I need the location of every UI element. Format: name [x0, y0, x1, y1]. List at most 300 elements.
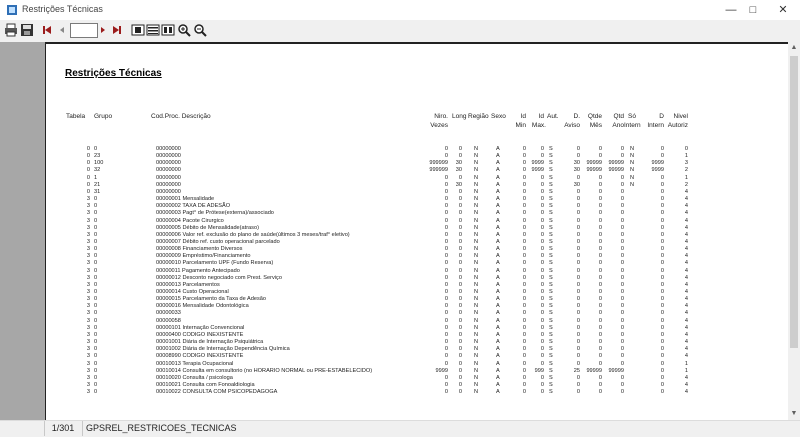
cell-idmax: 0	[540, 317, 544, 324]
cell-nivel: 2	[684, 167, 688, 174]
cell-idmax: 0	[540, 196, 544, 203]
cell-qtdemes: 0	[598, 217, 602, 224]
cell-qtdemes: 0	[598, 310, 602, 317]
cell-dintern: 0	[660, 181, 664, 188]
cell-idmin: 0	[522, 331, 526, 338]
cell-sexo: A	[496, 381, 500, 388]
cell-regiao: N	[474, 160, 479, 167]
cell-qtdano: 0	[620, 181, 624, 188]
cell-codproc: 00000400 CODIGO INEXISTENTE	[156, 331, 244, 338]
cell-sexo: A	[496, 224, 500, 231]
cell-aut: S	[549, 246, 553, 253]
cell-tabela: 3	[86, 203, 90, 210]
cell-grupo: 1	[94, 174, 98, 181]
cell-nivel: 4	[684, 210, 688, 217]
cell-idmin: 0	[522, 339, 526, 346]
header-idmin-bottom: Min	[515, 122, 526, 129]
cell-tabela: 3	[86, 253, 90, 260]
cell-aviso: 0	[576, 360, 580, 367]
cell-vezes: 9999	[435, 367, 448, 374]
cell-sexo: A	[496, 267, 500, 274]
cell-grupo: 0	[94, 346, 98, 353]
cell-tabela: 3	[86, 331, 90, 338]
cell-qtdemes: 0	[598, 196, 602, 203]
cell-long: 30	[455, 181, 462, 188]
header-idmin-top: Id	[520, 113, 526, 120]
cell-long: 0	[458, 317, 462, 324]
cell-qtdano: 0	[620, 246, 624, 253]
table-row	[46, 239, 789, 246]
cell-vezes: 999999	[429, 160, 448, 167]
cell-grupo: 0	[94, 217, 98, 224]
cell-tabela: 3	[86, 274, 90, 281]
report-page	[45, 42, 789, 422]
cell-aviso: 0	[576, 217, 580, 224]
cell-tabela: 3	[86, 238, 90, 245]
cell-qtdano: 99999	[608, 167, 624, 174]
cell-vezes: 0	[444, 153, 448, 160]
cell-regiao: N	[474, 260, 479, 267]
cell-idmax: 0	[540, 153, 544, 160]
scroll-thumb[interactable]	[790, 56, 798, 348]
cell-regiao: N	[474, 296, 479, 303]
cell-qtdano: 0	[620, 267, 624, 274]
maximize-button[interactable]: □	[749, 4, 757, 16]
cell-dintern: 0	[660, 253, 664, 260]
cell-tabela: 3	[86, 389, 90, 396]
cell-aviso: 0	[576, 267, 580, 274]
cell-aviso: 0	[576, 303, 580, 310]
cell-grupo: 0	[94, 374, 98, 381]
single-page-icon[interactable]	[131, 23, 145, 37]
cell-sointern: N	[630, 167, 635, 174]
cell-codproc: 00000004 Pacote Cirurgico	[156, 217, 224, 224]
cell-nivel: 4	[684, 246, 688, 253]
cell-dintern: 0	[660, 381, 664, 388]
cell-grupo: 0	[94, 146, 98, 152]
header-idmax-bottom: Max.	[531, 122, 546, 129]
header-dintern-bottom: Intern	[647, 122, 664, 129]
cell-aviso: 0	[576, 231, 580, 238]
cell-tabela: 0	[86, 181, 90, 188]
cell-qtdano: 0	[620, 381, 624, 388]
cell-dintern: 0	[660, 188, 664, 195]
cell-sexo: A	[496, 260, 500, 267]
header-idmax-top: Id	[538, 113, 544, 120]
cell-long: 0	[458, 381, 462, 388]
multi-page-icon[interactable]	[146, 23, 160, 37]
cell-vezes: 0	[444, 303, 448, 310]
cell-sointern: N	[630, 181, 635, 188]
cell-aut: S	[549, 203, 553, 210]
report-title: Restrições Técnicas	[65, 68, 162, 79]
cell-codproc: 00000000	[156, 174, 181, 181]
table-row	[46, 225, 789, 232]
cell-grupo: 0	[94, 367, 98, 374]
cell-idmax: 0	[540, 346, 544, 353]
cell-idmin: 0	[522, 196, 526, 203]
cell-idmin: 0	[522, 381, 526, 388]
cell-grupo: 0	[94, 246, 98, 253]
table-row	[46, 346, 789, 353]
header-niro: Niro.	[434, 113, 448, 120]
cell-codproc: 00010013 Terapia Ocupacional	[156, 360, 234, 367]
table-row	[46, 318, 789, 325]
table-row	[46, 189, 789, 196]
scroll-up-icon[interactable]: ▲	[790, 44, 798, 51]
cell-codproc: 00000000	[156, 153, 181, 160]
cell-regiao: N	[474, 310, 479, 317]
cell-grupo: 0	[94, 339, 98, 346]
window-title: Restrições Técnicas	[22, 4, 103, 14]
cell-sexo: A	[496, 203, 500, 210]
cell-long: 0	[458, 310, 462, 317]
cell-idmin: 0	[522, 310, 526, 317]
cell-long: 0	[458, 188, 462, 195]
cell-sexo: A	[496, 146, 500, 152]
cell-vezes: 0	[444, 210, 448, 217]
cell-aut: S	[549, 153, 553, 160]
cell-grupo: 0	[94, 267, 98, 274]
cell-qtdemes: 0	[598, 331, 602, 338]
cell-vezes: 0	[444, 188, 448, 195]
cell-long: 0	[458, 389, 462, 396]
header-sointern-bottom: Intern	[624, 122, 641, 129]
cell-long: 0	[458, 303, 462, 310]
cell-qtdemes: 0	[598, 203, 602, 210]
cell-codproc: 00000001 Mensalidade	[156, 196, 215, 203]
cell-aviso: 0	[576, 274, 580, 281]
table-row	[46, 361, 789, 368]
cell-tabela: 3	[86, 339, 90, 346]
table-row	[46, 325, 789, 332]
cell-dintern: 0	[660, 238, 664, 245]
cell-idmin: 0	[522, 146, 526, 152]
cell-long: 0	[458, 224, 462, 231]
cell-codproc: 00010014 Consulta em consultorio (no HORARIO NORMAL ou PRE-ESTABELECIDO)	[156, 367, 373, 374]
cell-vezes: 0	[444, 196, 448, 203]
cell-grupo: 0	[94, 281, 98, 288]
cell-idmin: 0	[522, 153, 526, 160]
status-blank	[0, 421, 45, 436]
save-icon[interactable]	[20, 23, 34, 37]
cell-aviso: 0	[576, 339, 580, 346]
cell-nivel: 4	[684, 346, 688, 353]
table-row	[46, 182, 789, 189]
cell-vezes: 0	[444, 389, 448, 396]
cell-qtdano: 0	[620, 174, 624, 181]
previous-page-icon[interactable]	[55, 23, 69, 37]
cell-sexo: A	[496, 153, 500, 160]
cell-idmax: 0	[540, 231, 544, 238]
cell-codproc: 00000009 Empréstimo/Financiamento	[156, 253, 251, 260]
header-sointern-top: Só	[628, 113, 636, 120]
cell-codproc: 00001002 Diária de Internação Dependência Química	[156, 346, 290, 353]
cell-qtdano: 0	[620, 203, 624, 210]
cell-qtdano: 0	[620, 374, 624, 381]
cell-aut: S	[549, 210, 553, 217]
cell-aviso: 0	[576, 203, 580, 210]
status-page: 1/301	[44, 421, 83, 436]
cell-idmax: 0	[540, 181, 544, 188]
cell-tabela: 3	[86, 317, 90, 324]
cell-tabela: 3	[86, 246, 90, 253]
cell-long: 0	[458, 331, 462, 338]
cell-aviso: 0	[576, 374, 580, 381]
cell-tabela: 3	[86, 303, 90, 310]
table-row	[46, 353, 789, 360]
cell-regiao: N	[474, 381, 479, 388]
cell-qtdemes: 0	[598, 231, 602, 238]
cell-aviso: 0	[576, 246, 580, 253]
cell-aut: S	[549, 346, 553, 353]
cell-long: 0	[458, 267, 462, 274]
cell-qtdano: 0	[620, 253, 624, 260]
table-row	[46, 218, 789, 225]
cell-dintern: 0	[660, 324, 664, 331]
cell-qtdano: 0	[620, 339, 624, 346]
cell-idmax: 0	[540, 331, 544, 338]
table-row	[46, 175, 789, 182]
cell-regiao: N	[474, 274, 479, 281]
cell-idmin: 0	[522, 167, 526, 174]
print-icon[interactable]	[4, 23, 18, 37]
cell-tabela: 3	[86, 296, 90, 303]
cell-aut: S	[549, 160, 553, 167]
cell-tabela: 3	[86, 267, 90, 274]
cell-dintern: 0	[660, 217, 664, 224]
scroll-down-icon[interactable]: ▼	[790, 410, 798, 417]
cell-grupo: 0	[94, 224, 98, 231]
cell-nivel: 4	[684, 231, 688, 238]
table-row	[46, 196, 789, 203]
cell-idmax: 0	[540, 281, 544, 288]
page-number-input[interactable]	[70, 23, 98, 38]
cell-nivel: 3	[684, 160, 688, 167]
cell-regiao: N	[474, 167, 479, 174]
cell-grupo: 0	[94, 310, 98, 317]
cell-long: 30	[455, 160, 462, 167]
header-long: Long	[452, 113, 467, 120]
cell-nivel: 1	[684, 153, 688, 160]
cell-aviso: 0	[576, 353, 580, 360]
cell-nivel: 1	[684, 174, 688, 181]
cell-aut: S	[549, 238, 553, 245]
table-row	[46, 368, 789, 375]
cell-tabela: 3	[86, 210, 90, 217]
cell-idmin: 0	[522, 281, 526, 288]
cell-idmin: 0	[522, 353, 526, 360]
cell-grupo: 0	[94, 296, 98, 303]
cell-idmax: 0	[540, 203, 544, 210]
cell-idmax: 0	[540, 303, 544, 310]
cell-qtdano: 0	[620, 353, 624, 360]
cell-regiao: N	[474, 324, 479, 331]
cell-aut: S	[549, 181, 553, 188]
cell-tabela: 3	[86, 231, 90, 238]
cell-aut: S	[549, 167, 553, 174]
cell-long: 0	[458, 174, 462, 181]
cell-aviso: 0	[576, 153, 580, 160]
cell-idmin: 0	[522, 267, 526, 274]
cell-aviso: 0	[576, 188, 580, 195]
cell-nivel: 1	[684, 360, 688, 367]
cell-vezes: 0	[444, 360, 448, 367]
cell-nivel: 4	[684, 260, 688, 267]
cell-long: 0	[458, 346, 462, 353]
cell-sointern: N	[630, 174, 635, 181]
cell-long: 0	[458, 231, 462, 238]
cell-dintern: 0	[660, 210, 664, 217]
first-page-icon[interactable]	[40, 23, 54, 37]
cell-grupo: 0	[94, 289, 98, 295]
header-aut: Aut.	[547, 113, 559, 120]
cell-aut: S	[549, 217, 553, 224]
cell-tabela: 3	[86, 260, 90, 267]
cell-nivel: 4	[684, 238, 688, 245]
vertical-scrollbar[interactable]	[788, 42, 800, 420]
cell-qtdemes: 99999	[586, 160, 602, 167]
page-width-icon[interactable]	[161, 23, 175, 37]
cell-qtdemes: 0	[598, 303, 602, 310]
cell-long: 0	[458, 353, 462, 360]
header-qtdano-top: Qtd	[613, 113, 624, 120]
cell-aviso: 0	[576, 260, 580, 267]
cell-nivel: 4	[684, 374, 688, 381]
cell-idmax: 0	[540, 339, 544, 346]
cell-idmax: 0	[540, 253, 544, 260]
header-aviso-top: D.	[573, 113, 580, 120]
cell-idmin: 0	[522, 253, 526, 260]
cell-nivel: 4	[684, 296, 688, 303]
status-report-name: GPSREL_RESTRICOES_TECNICAS	[86, 423, 237, 433]
cell-regiao: N	[474, 210, 479, 217]
cell-nivel: 4	[684, 188, 688, 195]
cell-idmin: 0	[522, 231, 526, 238]
cell-codproc: 00000000	[156, 188, 181, 195]
cell-qtdemes: 99999	[586, 167, 602, 174]
cell-codproc: 00000003 Pagt° de Prótese(externa)/associado	[156, 210, 274, 217]
table-row	[46, 260, 789, 267]
cell-sexo: A	[496, 303, 500, 310]
cell-sexo: A	[496, 324, 500, 331]
table-row	[46, 268, 789, 275]
cell-aut: S	[549, 289, 553, 295]
cell-tabela: 0	[86, 153, 90, 160]
last-page-icon[interactable]	[110, 23, 124, 37]
cell-regiao: N	[474, 174, 479, 181]
cell-idmin: 0	[522, 274, 526, 281]
cell-qtdano: 99999	[608, 367, 624, 374]
cell-qtdano: 0	[620, 289, 624, 295]
cell-aut: S	[549, 353, 553, 360]
cell-idmax: 0	[540, 146, 544, 152]
zoom-out-icon[interactable]	[193, 23, 207, 37]
cell-qtdemes: 0	[598, 317, 602, 324]
status-bar	[0, 420, 800, 437]
cell-nivel: 4	[684, 289, 688, 295]
cell-qtdemes: 0	[598, 210, 602, 217]
cell-aviso: 25	[573, 367, 580, 374]
cell-qtdano: 0	[620, 224, 624, 231]
cell-vezes: 0	[444, 331, 448, 338]
cell-codproc: 00000014 Custo Operacional	[156, 289, 229, 295]
cell-aviso: 30	[573, 167, 580, 174]
header-aviso-bottom: Aviso	[564, 122, 580, 129]
cell-aut: S	[549, 231, 553, 238]
cell-vezes: 0	[444, 324, 448, 331]
cell-codproc: 00010022 CONSULTA COM PSICOPEDAGOGA	[156, 389, 278, 396]
cell-long: 30	[455, 167, 462, 174]
cell-sexo: A	[496, 281, 500, 288]
table-row	[46, 339, 789, 346]
cell-idmin: 0	[522, 174, 526, 181]
cell-long: 0	[458, 253, 462, 260]
cell-idmax: 0	[540, 389, 544, 396]
cell-codproc: 00000010 Parcelamento UPF (Fundo Reserva)	[156, 260, 274, 267]
cell-tabela: 3	[86, 217, 90, 224]
header-qtdano-bottom: Ano	[612, 122, 624, 129]
cell-tabela: 3	[86, 289, 90, 295]
table-row	[46, 303, 789, 310]
cell-dintern: 0	[660, 246, 664, 253]
cell-sexo: A	[496, 374, 500, 381]
minimize-button[interactable]: —	[725, 4, 737, 16]
cell-idmax: 0	[540, 174, 544, 181]
cell-aviso: 0	[576, 281, 580, 288]
cell-regiao: N	[474, 153, 479, 160]
cell-idmin: 0	[522, 260, 526, 267]
cell-nivel: 4	[684, 217, 688, 224]
cell-qtdemes: 0	[598, 253, 602, 260]
cell-nivel: 4	[684, 303, 688, 310]
cell-aviso: 0	[576, 296, 580, 303]
cell-nivel: 4	[684, 267, 688, 274]
zoom-in-icon[interactable]	[177, 23, 191, 37]
cell-dintern: 0	[660, 274, 664, 281]
cell-dintern: 0	[660, 224, 664, 231]
table-row	[46, 246, 789, 253]
cell-sexo: A	[496, 231, 500, 238]
table-row	[46, 389, 789, 396]
cell-regiao: N	[474, 389, 479, 396]
header-grupo: Grupo	[94, 113, 113, 120]
cell-idmin: 0	[522, 217, 526, 224]
cell-sexo: A	[496, 253, 500, 260]
cell-idmin: 0	[522, 224, 526, 231]
cell-qtdemes: 0	[598, 181, 602, 188]
next-page-icon[interactable]	[96, 23, 110, 37]
cell-dintern: 0	[660, 353, 664, 360]
cell-aut: S	[549, 374, 553, 381]
close-button[interactable]: ✕	[778, 4, 788, 16]
cell-sointern: N	[630, 160, 635, 167]
cell-vezes: 0	[444, 346, 448, 353]
report-viewer	[0, 42, 788, 420]
cell-qtdano: 0	[620, 210, 624, 217]
cell-nivel: 0	[684, 146, 688, 152]
cell-aviso: 0	[576, 174, 580, 181]
cell-grupo: 32	[94, 167, 101, 174]
cell-grupo: 23	[94, 153, 101, 160]
cell-idmin: 0	[522, 303, 526, 310]
cell-grupo: 0	[94, 203, 98, 210]
cell-tabela: 3	[86, 367, 90, 374]
cell-sexo: A	[496, 360, 500, 367]
cell-tabela: 3	[86, 196, 90, 203]
cell-qtdano: 0	[620, 238, 624, 245]
cell-qtdano: 0	[620, 296, 624, 303]
